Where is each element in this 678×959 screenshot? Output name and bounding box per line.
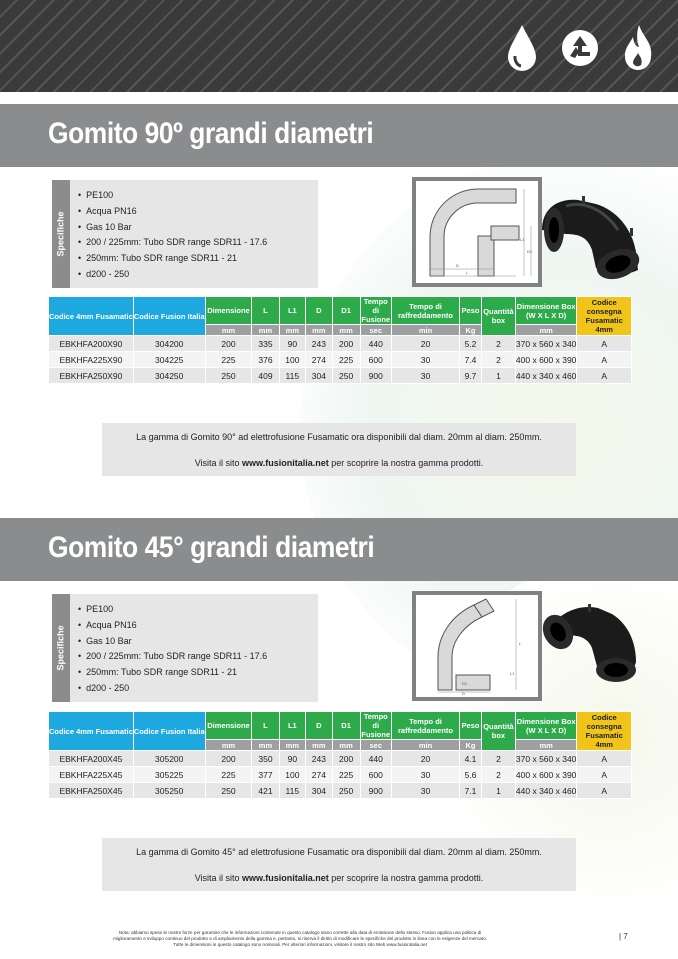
unit-cell: Kg — [460, 740, 482, 751]
cell: EBKHFA200X45 — [49, 751, 134, 767]
cell: A — [577, 783, 632, 799]
table-row — [49, 783, 632, 799]
cell: 30 — [391, 783, 459, 799]
unit-cell: sec — [360, 325, 391, 336]
unit-cell: mm — [332, 325, 360, 336]
drawing-label: D — [462, 691, 465, 696]
column-header: L1 — [279, 297, 306, 325]
cell: 421 — [252, 783, 279, 799]
header-banner — [0, 0, 678, 92]
cell: 2 — [481, 751, 515, 767]
cell: 200 — [332, 336, 360, 352]
section-title: Gomito 45° grandi diametri — [48, 531, 375, 564]
flame-icon — [616, 20, 660, 76]
drawing-label: D1 — [527, 249, 533, 254]
cell: 400 x 600 x 390 — [515, 352, 577, 368]
website-link[interactable]: www.fusionitalia.net — [242, 873, 329, 883]
recycle-icon — [558, 20, 602, 76]
cell: 200 — [332, 751, 360, 767]
cell: 250 — [205, 783, 252, 799]
note-line: Visita il sito www.fusionitalia.net per scoprire la nostra gamma prodotti. — [194, 873, 484, 883]
cell: 274 — [306, 352, 333, 368]
specifications-list — [78, 602, 267, 697]
cell: 5.6 — [460, 767, 482, 783]
cell: 250 — [332, 368, 360, 384]
spec-item: • Acqua PN16 — [78, 618, 267, 634]
cell: A — [577, 352, 632, 368]
cell: 5.2 — [460, 336, 482, 352]
table-row — [49, 767, 632, 783]
column-header: Quantità box — [481, 712, 515, 751]
water-drop-icon — [500, 20, 544, 76]
cell: 440 — [360, 751, 391, 767]
column-header: Dimensione Box (W X L X D) — [515, 712, 577, 740]
cell: 2 — [481, 767, 515, 783]
technical-drawing — [412, 177, 542, 287]
column-header: Dimensione — [205, 712, 252, 740]
cell: 250 — [205, 368, 252, 384]
specifications-box — [52, 180, 318, 288]
cell: 274 — [306, 767, 333, 783]
product-table — [48, 296, 632, 384]
cell: 200 — [205, 336, 252, 352]
specifications-tab: Specifiche — [52, 594, 70, 702]
info-note — [102, 423, 576, 476]
column-header: D — [306, 297, 333, 325]
cell: 440 x 340 x 460 — [515, 783, 577, 799]
cell: 305200 — [133, 751, 205, 767]
cell: EBKHFA250X90 — [49, 368, 134, 384]
cell: 4.1 — [460, 751, 482, 767]
cell: 350 — [252, 751, 279, 767]
cell: 305225 — [133, 767, 205, 783]
cell: 100 — [279, 767, 306, 783]
cell: 9.7 — [460, 368, 482, 384]
cell: 370 x 560 x 340 — [515, 336, 577, 352]
cell: 30 — [391, 767, 459, 783]
spec-item: • d200 - 250 — [78, 267, 267, 283]
cell: 225 — [332, 352, 360, 368]
drawing-label: L1 — [520, 237, 525, 242]
cell: 600 — [360, 352, 391, 368]
cell: 1 — [481, 368, 515, 384]
note-line: La gamma di Gomito 45° ad elettrofusione Fusamatic ora disponibili dal diam. 20mm al diam. 250mm. — [136, 847, 542, 857]
technical-drawing — [412, 591, 542, 701]
cell: 370 x 560 x 340 — [515, 751, 577, 767]
cell: 115 — [279, 368, 306, 384]
page-number: | 7 — [619, 932, 628, 941]
spec-item: • Gas 10 Bar — [78, 634, 267, 650]
cell: EBKHFA225X45 — [49, 767, 134, 783]
column-header: Tempo di Fusione — [361, 297, 391, 324]
section-title-band — [0, 518, 678, 581]
product-photo — [536, 598, 648, 699]
cell: 7.1 — [460, 783, 482, 799]
spec-item: • 250mm: Tubo SDR range SDR11 - 21 — [78, 665, 267, 681]
column-header: Codice 4mm Fusamatic — [49, 297, 134, 336]
specifications-list — [78, 188, 267, 283]
column-header: L — [252, 297, 279, 325]
section-title-band — [0, 104, 678, 167]
cell: 376 — [252, 352, 279, 368]
product-photo — [536, 190, 648, 291]
unit-cell: mm — [332, 740, 360, 751]
note-line: Visita il sito www.fusionitalia.net per scoprire la nostra gamma prodotti. — [194, 458, 484, 468]
drawing-label: L — [519, 641, 522, 646]
cell: 243 — [306, 336, 333, 352]
website-link[interactable]: www.fusionitalia.net — [242, 458, 329, 468]
cell: 250 — [332, 783, 360, 799]
table-row — [49, 751, 632, 767]
note-line: La gamma di Gomito 90° ad elettrofusione Fusamatic ora disponibili dal diam. 20mm al diam. 250mm. — [136, 432, 542, 442]
cell: 30 — [391, 368, 459, 384]
unit-cell: min — [391, 740, 459, 751]
cell: 335 — [252, 336, 279, 352]
cell: A — [577, 767, 632, 783]
cell: 115 — [279, 783, 306, 799]
cell: 225 — [205, 767, 252, 783]
drawing-label: L1 — [510, 671, 515, 676]
column-header: Codice 4mm Fusamatic — [49, 712, 134, 751]
product-table — [48, 711, 632, 799]
cell: EBKHFA200X90 — [49, 336, 134, 352]
unit-cell: mm — [515, 740, 577, 751]
cell: 90 — [279, 751, 306, 767]
unit-cell: mm — [279, 325, 306, 336]
header-icons — [500, 20, 660, 76]
column-header: L1 — [279, 712, 306, 740]
unit-cell: mm — [279, 740, 306, 751]
cell: 1 — [481, 783, 515, 799]
cell: 225 — [332, 767, 360, 783]
unit-cell: min — [391, 325, 459, 336]
column-header: Codice Fusion Italia — [133, 297, 205, 336]
column-header: Tempo di raffreddamento — [391, 712, 459, 740]
column-header: Peso — [460, 297, 482, 325]
drawing-label: D — [456, 263, 459, 268]
column-header: D1 — [332, 712, 360, 740]
specifications-box — [52, 594, 318, 702]
cell: 7.4 — [460, 352, 482, 368]
cell: EBKHFA225X90 — [49, 352, 134, 368]
unit-cell: mm — [205, 325, 252, 336]
table-row — [49, 336, 632, 352]
cell: 100 — [279, 352, 306, 368]
cell: 304250 — [133, 368, 205, 384]
spec-item: • Gas 10 Bar — [78, 220, 267, 236]
spec-item: • 200 / 225mm: Tubo SDR range SDR11 - 17.6 — [78, 649, 267, 665]
spec-item: • Acqua PN16 — [78, 204, 267, 220]
unit-cell: sec — [360, 740, 391, 751]
column-header: Codice consegna Fusamatic 4mm — [577, 712, 632, 751]
section-title: Gomito 90º grandi diametri — [48, 117, 374, 150]
cell: 900 — [360, 368, 391, 384]
cell: 225 — [205, 352, 252, 368]
cell: 440 — [360, 336, 391, 352]
cell: EBKHFA250X45 — [49, 783, 134, 799]
column-header: D1 — [332, 297, 360, 325]
column-header: Dimensione Box (W X L X D) — [515, 297, 577, 325]
cell: A — [577, 336, 632, 352]
unit-cell: mm — [306, 740, 333, 751]
spec-item: • PE100 — [78, 188, 267, 204]
unit-cell: mm — [515, 325, 577, 336]
cell: 600 — [360, 767, 391, 783]
cell: 305250 — [133, 783, 205, 799]
drawing-label: D1 — [462, 681, 468, 686]
spec-item: • d200 - 250 — [78, 681, 267, 697]
footer-disclaimer: Nota: abbiamo speso le nostre forze per garantire che le informazioni contenute in questo catalogo siano corrette alla data di emissione dello stesso. Fusion applica una politica di miglioramento e sviluppo continuo del prodotto e di ampliamento della gamma e, pertanto, si riserva il diritto di modificare le specifiche del prodotto in linea con le esigenze del mercato. Tutte le dimensioni in questo catalogo sono nominali. Per ulteriori informazioni, visitare il nostro sito Web www.fusionitalia.net — [113, 930, 487, 947]
specifications-tab: Specifiche — [52, 180, 70, 288]
cell: 304225 — [133, 352, 205, 368]
cell: 20 — [391, 751, 459, 767]
cell: 377 — [252, 767, 279, 783]
cell: 304 — [306, 783, 333, 799]
cell: 440 x 340 x 460 — [515, 368, 577, 384]
unit-cell: mm — [252, 325, 279, 336]
cell: 2 — [481, 352, 515, 368]
cell: 243 — [306, 751, 333, 767]
cell: 400 x 600 x 390 — [515, 767, 577, 783]
cell: 304200 — [133, 336, 205, 352]
cell: A — [577, 751, 632, 767]
cell: 200 — [205, 751, 252, 767]
info-note — [102, 838, 576, 891]
cell: 900 — [360, 783, 391, 799]
column-header: Codice Fusion Italia — [133, 712, 205, 751]
cell: 20 — [391, 336, 459, 352]
cell: 304 — [306, 368, 333, 384]
unit-cell: mm — [252, 740, 279, 751]
cell: 409 — [252, 368, 279, 384]
cell: A — [577, 368, 632, 384]
column-header: Tempo di raffreddamento — [391, 297, 459, 325]
table-row — [49, 352, 632, 368]
unit-cell: Kg — [460, 325, 482, 336]
unit-cell: mm — [306, 325, 333, 336]
column-header: Peso — [460, 712, 482, 740]
spec-item: • 250mm: Tubo SDR range SDR11 - 21 — [78, 251, 267, 267]
column-header: L — [252, 712, 279, 740]
column-header: D — [306, 712, 333, 740]
spec-item: • 200 / 225mm: Tubo SDR range SDR11 - 17.6 — [78, 235, 267, 251]
spec-item: • PE100 — [78, 602, 267, 618]
unit-cell: mm — [205, 740, 252, 751]
column-header: Codice consegna Fusamatic 4mm — [577, 297, 632, 336]
drawing-label: L — [466, 270, 469, 275]
cell: 2 — [481, 336, 515, 352]
table-row — [49, 368, 632, 384]
column-header: Dimensione — [205, 297, 252, 325]
cell: 30 — [391, 352, 459, 368]
column-header: Quantità box — [481, 297, 515, 336]
cell: 90 — [279, 336, 306, 352]
column-header: Tempo di Fusione — [361, 712, 391, 739]
